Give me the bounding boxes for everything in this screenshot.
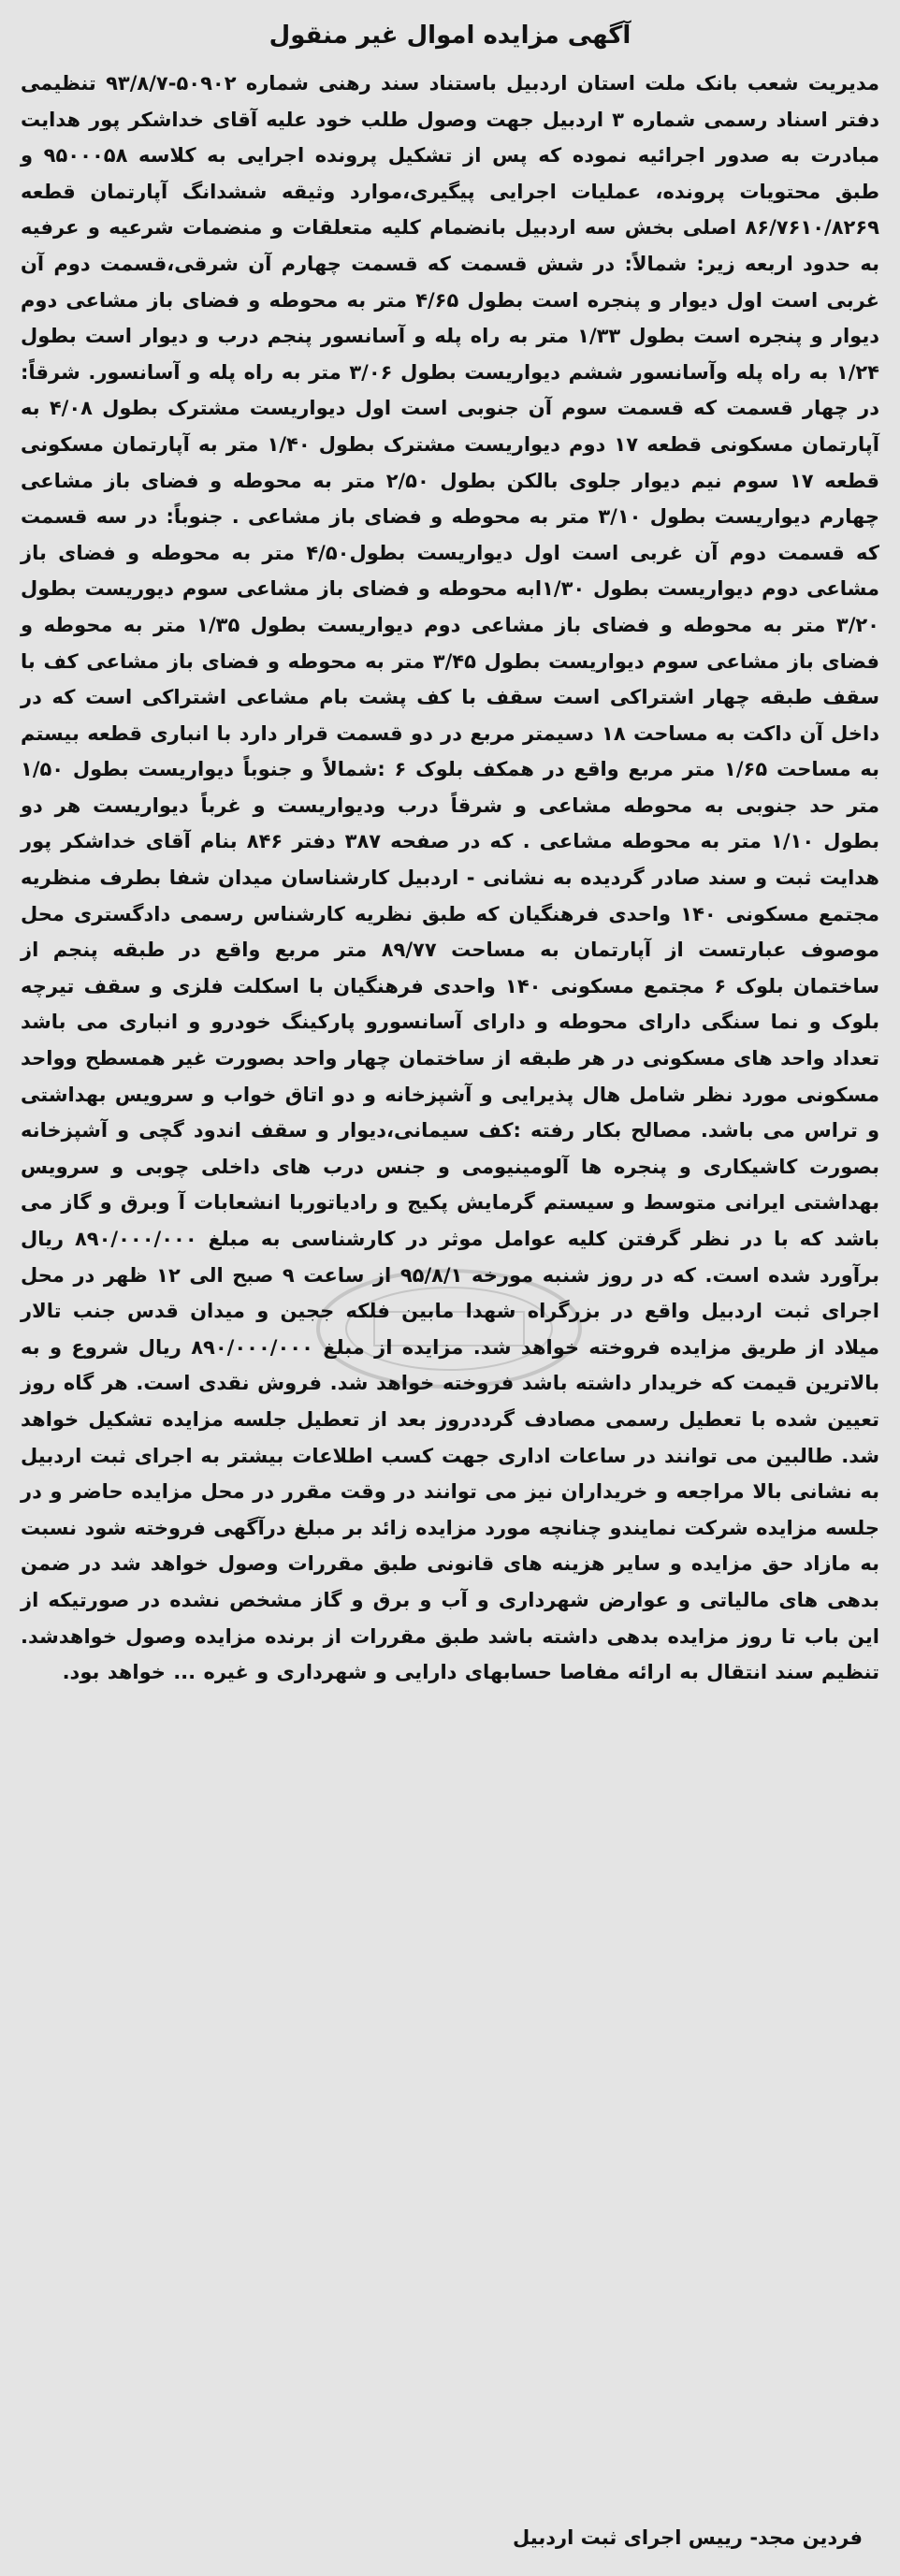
notice-signature: فردین مجد- رییس اجرای ثبت اردبیل	[513, 2526, 863, 2549]
notice-body: مدیریت شعب بانک ملت استان اردبیل باستناد سند رهنی شماره ۵۰۹۰۲-۹۳/۸/۷ تنظیمی دفتر اسناد رسمی شماره ۳ اردبیل جهت وصول طلب خود علیه آقای خداشکر پور هدایت مبادرت به صدور اجرائیه نموده که پس از تشکیل پرونده اجرایی به کلاسه ۹۵۰۰۰۵۸ و طبق محتویات پرونده، عملیات اجرایی پیگیری،موارد وثیقه ششدانگ آپارتمان قطعه ۸۶/۷۶۱۰/۸۲۶۹ اصلی بخش سه اردبیل بانضمام کلیه متعلقات و منضمات شرعیه و عرفیه به حدود اربعه زیر: شمالاً: در شش قسمت که قسمت چهارم آن شرقی،قسمت دوم آن غربی است اول دیوار و پنجره است بطول ۴/۶۵ متر به محوطه و فضای باز مشاعی دوم دیوار و پنجره است بطول ۱/۳۳ متر به راه پله و آسانسور پنجم درب و دیوار است بطول ۱/۲۴ به راه پله وآسانسور ششم دیواریست بطول ۳/۰۶ متر به راه پله و آسانسور. شرقاً: در چهار قسمت که قسمت سوم آن جنوبی است اول دیواریست مشترک بطول ۴/۰۸ به آپارتمان مسکونی قطعه ۱۷ دوم دیواریست مشترک بطول ۱/۴۰ متر به آپارتمان مسکونی قطعه ۱۷ سوم نیم دیوار جلوی بالکن بطول ۲/۵۰ متر به محوطه و فضای باز مشاعی چهارم دیواریست بطول ۳/۱۰ متر به محوطه و فضای باز مشاعی . جنوباً: در سه قسمت که قسمت دوم آن غربی است اول دیواریست بطول۴/۵۰ متر به محوطه و فضای باز مشاعی دوم دیواریست بطول ۱/۳۰ابه محوطه و فضای باز مشاعی سوم دیوریست بطول ۳/۲۰ متر به محوطه و فضای باز مشاعی دوم دیواریست بطول ۱/۳۵ متر به محوطه و فضای باز مشاعی سوم دیواریست بطول ۳/۴۵ متر به محوطه و فضای باز مشاعی کف با سقف طبقه چهار اشتراکی است سقف با کف پشت بام مشاعی اشتراکی است که در داخل آن داکت به مساحت ۱۸ دسیمتر مربع در دو قسمت قرار دارد با انباری قطعه بیستم به مساحت ۱/۶۵ متر مربع واقع در همکف بلوک ۶ :شمالاً و جنوباً دیواریست بطول ۱/۵۰ متر حد جنوبی به محوطه مشاعی و شرقاً درب ودیواریست و غرباً دیواریست هر دو بطول ۱/۱۰ متر به محوطه مشاعی . که در صفحه ۳۸۷ دفتر ۸۴۶ بنام آقای خداشکر پور هدایت ثبت و سند صادر گردیده به نشانی - اردبیل کارشناسان میدان شفا بطرف منظریه مجتمع مسکونی ۱۴۰ واحدی فرهنگیان که طبق نظریه کارشناس رسمی دادگستری محل موصوف عبارتست از آپارتمان به مساحت ۸۹/۷۷ متر مربع واقع در طبقه پنجم از ساختمان بلوک ۶ مجتمع مسکونی ۱۴۰ واحدی فرهنگیان با اسکلت فلزی و سقف تیرچه بلوک و نما سنگی دارای محوطه و دارای آسانسورو پارکینگ خودرو و انباری می باشد تعداد واحد های مسکونی در هر طبقه از ساختمان چهار واحد بصورت غیر همسطح وواحد مسکونی مورد نظر شامل هال پذیرایی و آشپزخانه و دو اتاق خواب و سرویس بهداشتی و تراس می باشد. مصالح بکار رفته :کف سیمانی،دیوار و سقف اندود گچی و آشپزخانه بصورت کاشیکاری و پنجره ها آلومینیومی و جنس درب های داخلی چوبی و سرویس بهداشتی ایرانی متوسط و سیستم گرمایش پکیج و رادیاتوربا انشعابات آ وبرق و گاز می باشد که با در نظر گرفتن کلیه عوامل موثر در کارشناسی به مبلغ ۸۹۰/۰۰۰/۰۰۰ ریال برآورد شده است. که در روز شنبه مورخه ۹۵/۸/۱ از ساعت ۹ صبح الی ۱۲ ظهر در محل اجرای ثبت اردبیل واقع در بزرگراه شهدا مابین فلکه ججین و میدان قدس جنب تالار میلاد از طریق مزایده فروخته خواهد شد. مزایده از مبلغ ۸۹۰/۰۰۰/۰۰۰ ریال شروع و به بالاترین قیمت که خریدار داشته باشد فروخته خواهد شد. فروش نقدی است. هر گاه روز تعیین شده با تعطیل رسمی مصادف گرددروز بعد از تعطیل جلسه مزایده تشکیل خواهد شد. طالبین می توانند در ساعات اداری جهت کسب اطلاعات بیشتر به اجرای ثبت اردبیل به نشانی بالا مراجعه و خریداران نیز می توانند در وقت مقرر در محل مزایده حاضر و در جلسه مزایده شرکت نمایندو چنانچه مورد مزایده زائد بر مبلغ درآگهی فروخته شود نسبت به مازاد حق مزایده و سایر هزینه های قانونی طبق مقررات وصول خواهد شد در ضمن بدهی های مالیاتی و عوارض شهرداری و آب و برق و گاز مشخص نشده در صورتیکه از این باب تا روز مزایده بدهی داشته باشد طبق مقررات از برنده مزایده وصول خواهدشد. تنظیم سند انتقال به ارائه مفاصا حسابهای دارایی و شهرداری و غیره ... خواهد بود.	[21, 72, 880, 1684]
notice-title: آگهی مزایده اموال غیر منقول	[269, 22, 631, 50]
